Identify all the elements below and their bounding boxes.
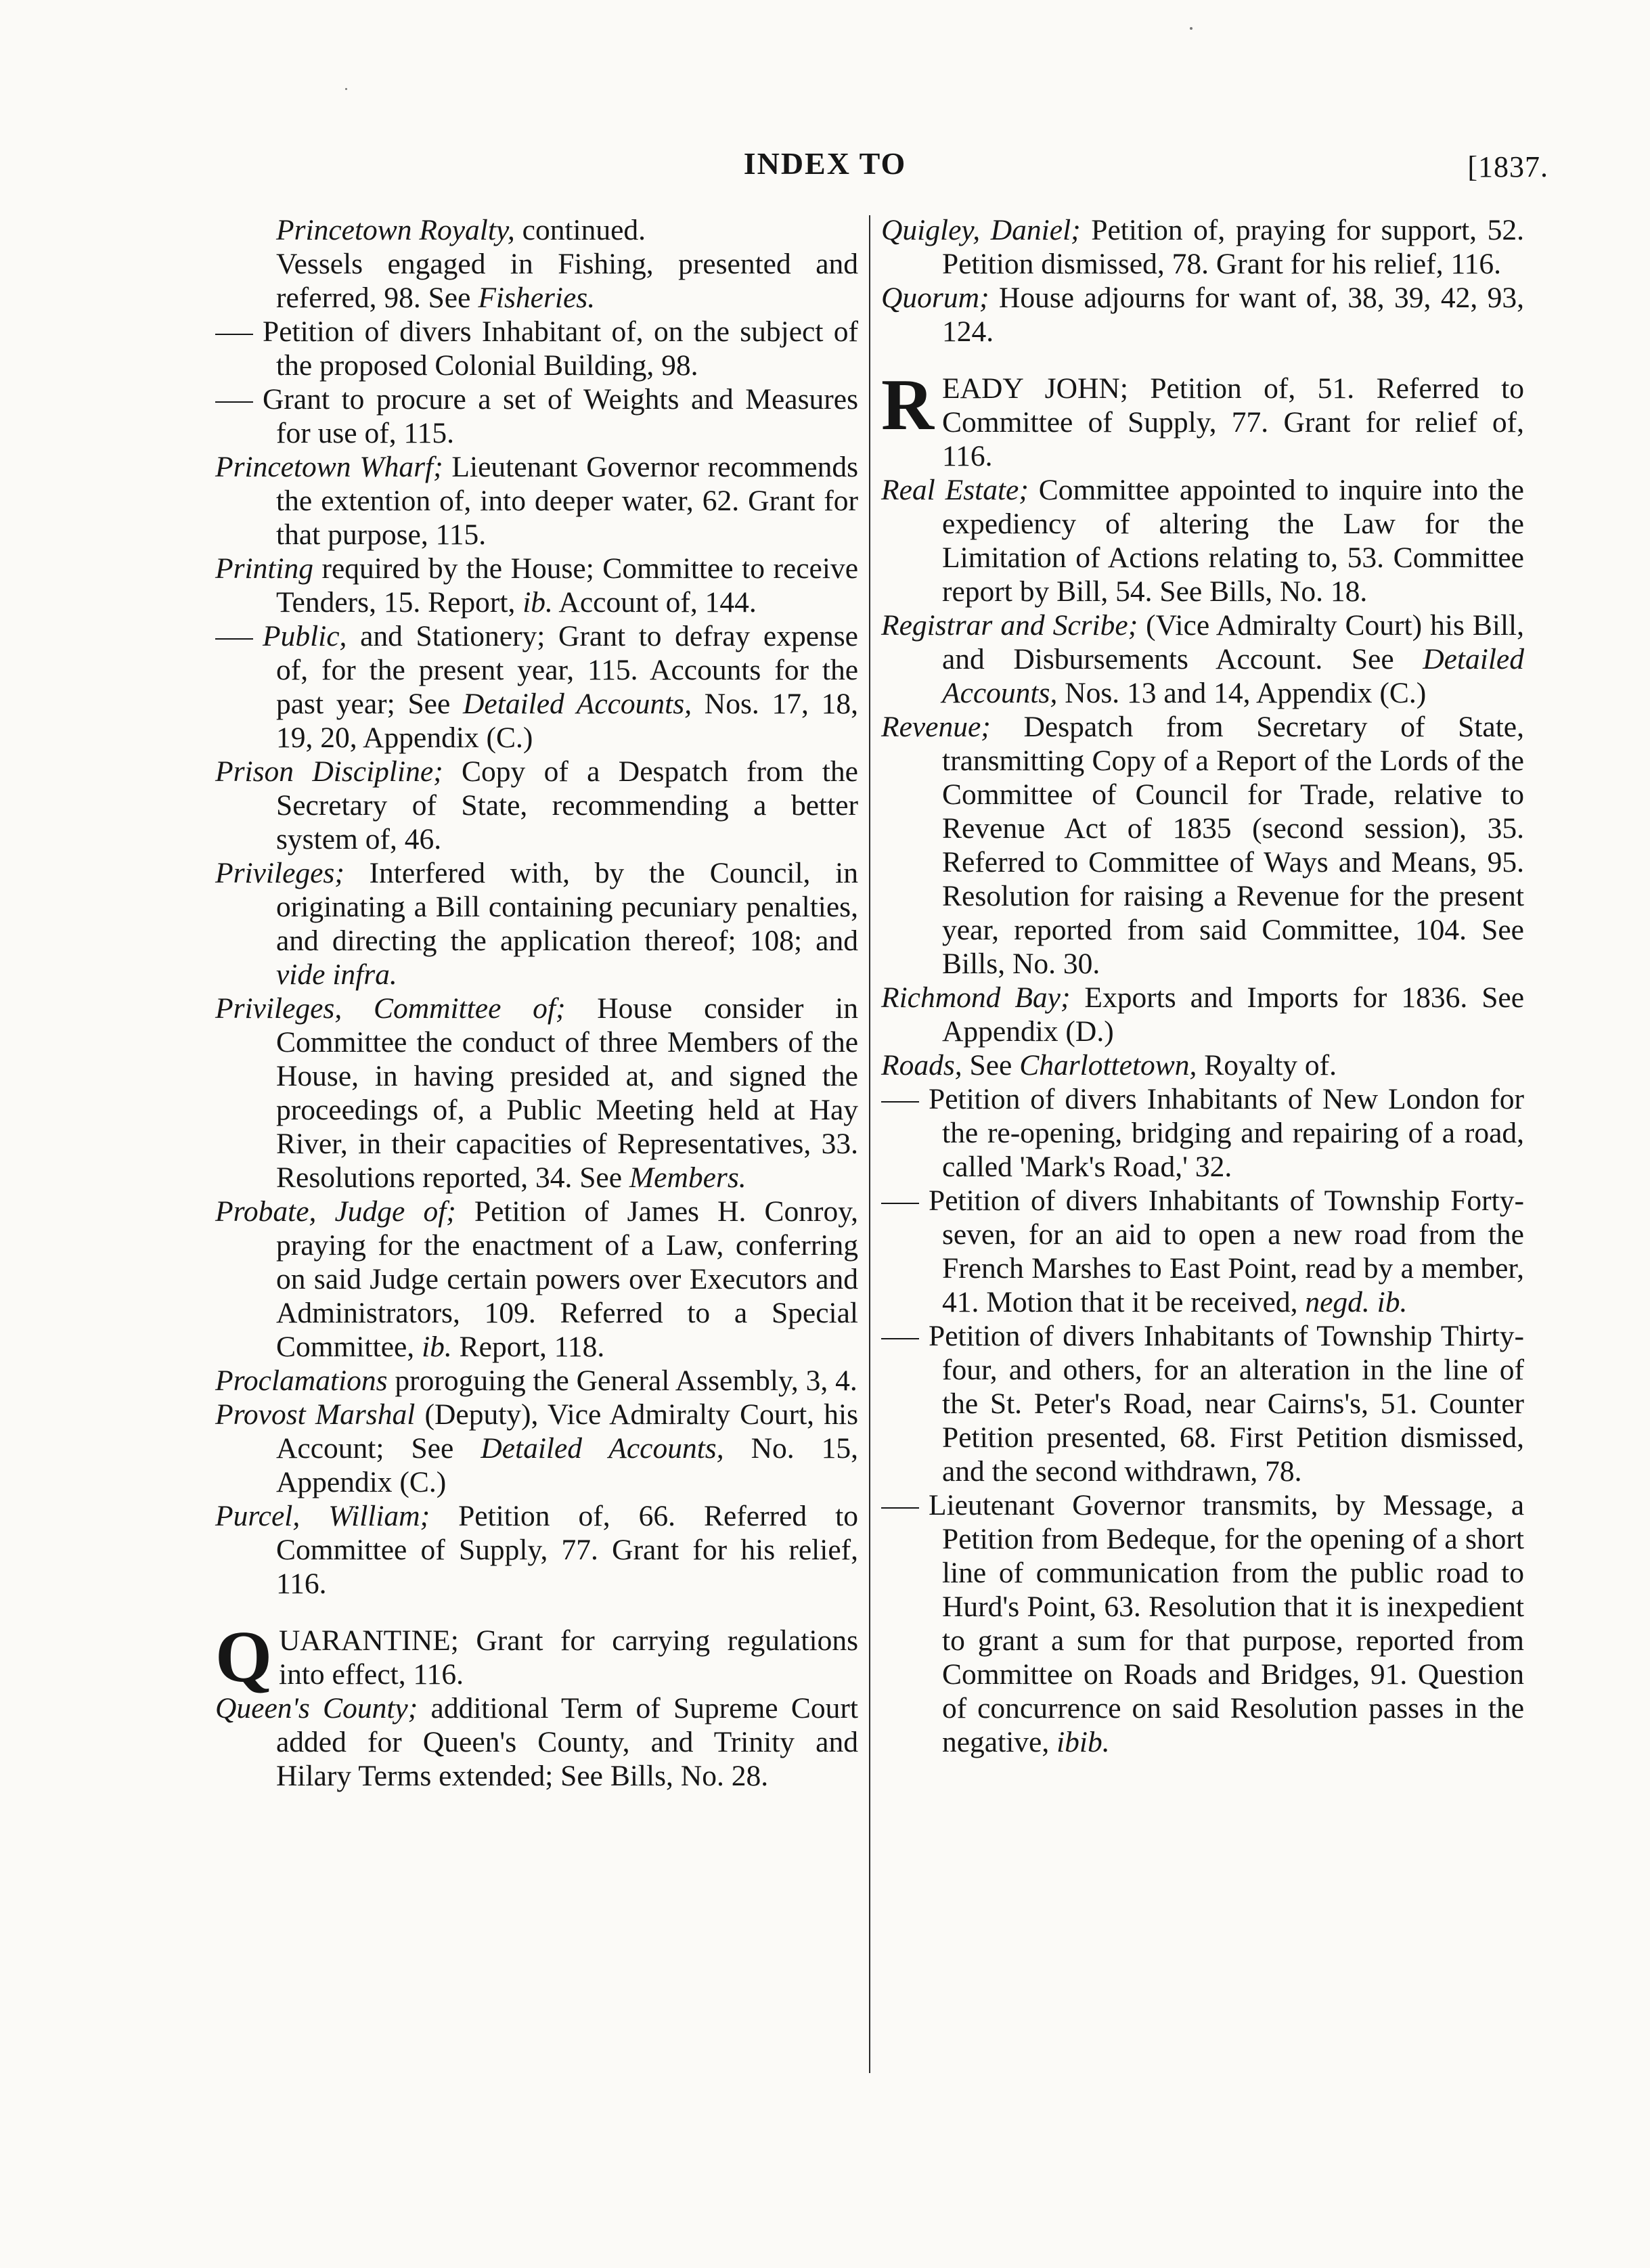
entry-text: (Vice Admiralty Court) his Bill, and Disbursements Account. See bbox=[942, 609, 1525, 675]
index-entry bbox=[215, 1364, 858, 1398]
index-entry bbox=[215, 755, 858, 856]
index-entry bbox=[215, 382, 858, 450]
entry-text: House adjourns for want of, 38, 39, 42, 93, 124. bbox=[942, 282, 1524, 348]
index-entry bbox=[881, 981, 1524, 1048]
entry-heading: Registrar and Scribe; bbox=[881, 609, 1138, 642]
entry-text: Petition of, 66. Referred to Committee of Supply, 77. Grant for his relief, 116. bbox=[276, 1500, 859, 1600]
index-entry bbox=[215, 1617, 858, 1697]
entry-heading: Probate, Judge of; bbox=[215, 1195, 456, 1228]
entry-text: UARANTINE; Grant for carrying regulations into effect, 116. bbox=[279, 1624, 858, 1691]
entry-text: No. 15, Appendix (C.) bbox=[276, 1432, 859, 1498]
entry-text: Petition of divers Inhabitant of, on the subject of the proposed Colonial Building, 98. bbox=[263, 315, 858, 382]
index-entry bbox=[881, 365, 1524, 473]
column-divider bbox=[869, 215, 870, 2073]
index-entry bbox=[215, 315, 858, 382]
entry-text: Petition of divers Inhabitants of Township Forty-seven, for an aid to open a new road from the French Marshes to East Point, read by a member, 41. Motion that it be received, bbox=[929, 1184, 1524, 1318]
entry-text: House consider in Committee the conduct of three Members of the House, in having presided at, and signed the proceedings of, a Public Meeting held at Hay River, in their capacities of Representatives, 33. Resolutions reported, 34. See bbox=[276, 992, 858, 1194]
entry-heading: Provost Marshal bbox=[215, 1398, 416, 1431]
entry-heading: Real Estate; bbox=[881, 474, 1029, 506]
entry-reference: ib. bbox=[422, 1331, 452, 1363]
entry-heading: Queen's County; bbox=[215, 1692, 418, 1725]
entry-text: EADY JOHN; Petition of, 51. Referred to Committee of Supply, 77. Grant for relief of, 116. bbox=[942, 372, 1524, 472]
index-entry bbox=[215, 619, 858, 755]
index-entry bbox=[881, 1048, 1524, 1082]
entry-text: Interfered with, by the Council, in originating a Bill containing pecuniary penalties, and directing the application thereof; 108; and bbox=[276, 857, 858, 957]
drop-capital: Q bbox=[215, 1617, 273, 1697]
index-entry bbox=[215, 450, 858, 552]
index-entry bbox=[215, 1195, 858, 1364]
entry-heading: Privileges, Committee of; bbox=[215, 992, 566, 1025]
entry-heading: Princetown Royalty, bbox=[276, 214, 515, 246]
entry-text: continued. bbox=[514, 214, 646, 246]
entry-text: Nos. 17, 18, 19, 20, Appendix (C.) bbox=[276, 688, 858, 754]
index-entry bbox=[215, 247, 858, 315]
entry-text: Royalty of. bbox=[1197, 1049, 1337, 1082]
entry-text: Copy of a Despatch from the Secretary of State, recommending a better system of, 46. bbox=[276, 755, 858, 855]
entry-text: Account of, 144. bbox=[552, 586, 757, 619]
ditto-dash bbox=[215, 382, 263, 416]
entry-text: Exports and Imports for 1836. See Appendix (D.) bbox=[942, 981, 1524, 1048]
index-entry bbox=[215, 1499, 858, 1601]
entry-text: Lieutenant Governor transmits, by Message, a Petition from Bedeque, for the opening of a short line of communication from the public road to Hurd's Point, 63. Resolution that it is inexpedient to grant a sum for that purpose, reported from Committee on Roads and Bridges, 91. Question of concurrence on said Resolution passes in the negative, bbox=[929, 1489, 1524, 1758]
index-entry bbox=[215, 213, 858, 247]
entry-reference: vide infra. bbox=[276, 958, 397, 991]
entry-reference: Detailed Accounts, bbox=[942, 643, 1524, 709]
entry-text: and Stationery; Grant to defray expense of, for the present year, 115. Accounts for the past year; See bbox=[276, 620, 858, 720]
index-entry bbox=[881, 608, 1524, 710]
entry-heading: Purcel, William; bbox=[215, 1500, 430, 1532]
index-entry bbox=[881, 710, 1524, 981]
paper-speck bbox=[345, 88, 347, 90]
entry-text: Petition of, praying for support, 52. Petition dismissed, 78. Grant for his relief, 116. bbox=[942, 214, 1524, 280]
entry-heading: Quigley, Daniel; bbox=[881, 214, 1081, 246]
entry-heading: Privileges; bbox=[215, 857, 344, 889]
index-entry bbox=[881, 1184, 1524, 1319]
left-column bbox=[215, 213, 858, 1793]
entry-text: proroguing the General Assembly, 3, 4. bbox=[387, 1364, 857, 1397]
index-entry bbox=[881, 1319, 1524, 1488]
entry-reference: negd. ib. bbox=[1305, 1286, 1408, 1318]
page-title: INDEX TO bbox=[743, 146, 907, 181]
entry-text: Vessels engaged in Fishing, presented and referred, 98. See bbox=[276, 248, 858, 314]
entry-heading: Quorum; bbox=[881, 282, 989, 314]
index-entry bbox=[881, 213, 1524, 281]
entry-heading: Richmond Bay; bbox=[881, 981, 1071, 1014]
index-entry bbox=[881, 473, 1524, 608]
ditto-dash bbox=[215, 315, 263, 349]
entry-reference: Detailed Accounts, bbox=[463, 688, 692, 720]
right-column bbox=[881, 213, 1524, 1759]
entry-text: Grant to procure a set of Weights and Measures for use of, 115. bbox=[263, 383, 858, 449]
index-entry bbox=[215, 552, 858, 619]
entry-heading: Public, bbox=[263, 620, 347, 652]
index-entry bbox=[881, 1082, 1524, 1184]
ditto-dash bbox=[881, 1488, 929, 1522]
entry-reference: Charlottetown, bbox=[1019, 1049, 1197, 1082]
entry-reference: Members. bbox=[629, 1161, 746, 1194]
entry-heading: Roads, bbox=[881, 1049, 962, 1082]
page-header bbox=[0, 146, 1650, 193]
entry-text: additional Term of Supreme Court added for Queen's County, and Trinity and Hilary Terms extended; See Bills, No. 28. bbox=[276, 1692, 859, 1792]
entry-text: Committee appointed to inquire into the expediency of altering the Law for the Limitation of Actions relating to, 53. Committee report by Bill, 54. See Bills, No. 18. bbox=[942, 474, 1524, 608]
ditto-dash bbox=[881, 1082, 929, 1116]
entry-reference: ib. bbox=[522, 586, 553, 619]
entry-reference: Fisheries. bbox=[478, 282, 596, 314]
entry-text: Petition of divers Inhabitants of New London for the re-opening, bridging and repairing of a road, called 'Mark's Road,' 32. bbox=[929, 1083, 1524, 1183]
page-year: [1837. bbox=[1467, 150, 1548, 183]
index-entry bbox=[215, 1691, 858, 1793]
drop-capital: R bbox=[881, 365, 934, 445]
paper-speck bbox=[1190, 27, 1192, 30]
entry-text: Nos. 13 and 14, Appendix (C.) bbox=[1057, 677, 1427, 709]
entry-heading: Proclamations bbox=[215, 1364, 388, 1397]
ditto-dash bbox=[215, 619, 263, 653]
entry-text: See bbox=[962, 1049, 1020, 1082]
entry-text: (Deputy), Vice Admiralty Court, his Account; See bbox=[276, 1398, 858, 1465]
entry-text: Petition of divers Inhabitants of Township Thirty-four, and others, for an alteration in the line of the St. Peter's Road, near Cairns's, 51. Counter Petition presented, 68. First Petition dismissed, and the second withdrawn, 78. bbox=[929, 1320, 1524, 1488]
index-entry bbox=[215, 856, 858, 992]
entry-text: Petition of James H. Conroy, praying for the enactment of a Law, conferring on said Judge certain powers over Executors and Administrators, 109. Referred to a Special Committee, bbox=[276, 1195, 859, 1363]
entry-text: Lieutenant Governor recommends the extention of, into deeper water, 62. Grant for that purpose, 115. bbox=[276, 451, 858, 551]
entry-reference: ibib. bbox=[1056, 1726, 1110, 1758]
entry-heading: Princetown Wharf; bbox=[215, 451, 443, 483]
index-entry bbox=[215, 992, 858, 1195]
index-entry bbox=[881, 1488, 1524, 1759]
entry-heading: Prison Discipline; bbox=[215, 755, 443, 788]
entry-heading: Printing bbox=[215, 552, 314, 585]
ditto-dash bbox=[881, 1319, 929, 1353]
entry-text: Report, 118. bbox=[451, 1331, 605, 1363]
index-entry bbox=[881, 281, 1524, 349]
ditto-dash bbox=[881, 1184, 929, 1218]
entry-text: Despatch from Secretary of State, transmitting Copy of a Report of the Lords of the Committee of Council for Trade, relative to Revenue Act of 1835 (second session), 35. Referred to Committee of Ways and Means, 95. Resolution for raising a Revenue for the present year, reported from said Committee, 104. See Bills, No. 30. bbox=[942, 711, 1524, 980]
entry-reference: Detailed Accounts, bbox=[481, 1432, 724, 1465]
entry-text: required by the House; Committee to receive Tenders, 15. Report, bbox=[276, 552, 858, 619]
index-entry bbox=[215, 1398, 858, 1499]
entry-heading: Revenue; bbox=[881, 711, 991, 743]
